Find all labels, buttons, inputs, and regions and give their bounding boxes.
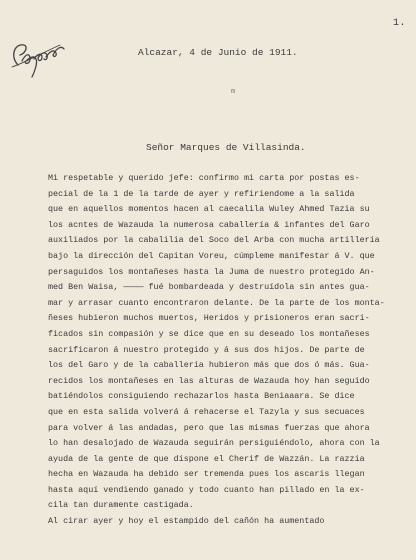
body-line: hasta aquí vendiendo ganado y todo cuanto han pillado en la ex- xyxy=(48,484,365,495)
letter-body xyxy=(48,171,410,530)
body-line: los del Garo y de la caballería hubieron más que dos ó más. Gua- xyxy=(48,360,370,371)
body-line: Mi respetable y querido jefe: confirmo mi carta por postas es- xyxy=(48,173,360,183)
body-line: pecial de la 1 de la tarde de ayer y refiriendome a la salida xyxy=(48,188,355,199)
body-line: sacrificaron á nuestro protegido y á sus dos hijos. De parte de xyxy=(48,344,365,355)
body-line: cila tan duramente castigada. xyxy=(48,500,194,511)
body-line: ayuda de la gente de que dispone el Cherif de Wazzán. La razzia xyxy=(48,453,365,464)
body-line: hecha en Wazauda ha debido ser tremenda pues los ascaris llegan xyxy=(48,469,365,480)
body-line: ficados sin compasión y se dice que en su deseado los montañeses xyxy=(48,328,370,339)
body-line: ñeses hubieron muchos muertos, Heridos y prisioneros eran sacri- xyxy=(48,313,370,324)
small-mark: m xyxy=(231,88,236,96)
salutation: Señor Marques de Villasinda. xyxy=(146,142,306,153)
body-line: mar y arrasar cuanto encontraron delante. De la parte de los monta- xyxy=(48,297,385,308)
body-line: med Ben Waisa, ———— fué bombardeada y destruídola sin antes gua- xyxy=(48,282,370,293)
body-line: Al cirar ayer y hoy el estampido del cañón ha aumentado xyxy=(48,516,325,527)
body-line: bajo la dirección del Capitan Voreu, cúmpleme manifestar á V. que xyxy=(48,250,375,261)
body-line: que en aquellos momentos hacen al caecalila Wuley Ahmed Tazia su xyxy=(48,204,370,215)
body-line: que en esta salida volverá á rehacerse el Tazyla y sus secuaces xyxy=(48,406,365,417)
date-line: Alcazar, 4 de Junio de 1911. xyxy=(138,47,298,58)
body-line: batiéndolos consiguiendo rechazarlos hasta Beniaaara. Se dice xyxy=(48,391,355,402)
body-line: recidos los montañeses en las alturas de Wazauda hoy han seguido xyxy=(48,375,370,386)
body-line: para volver á las andadas, pero que las mismas fuerzas que ahora xyxy=(48,422,370,433)
body-line: persaguidos los montañeses hasta la Juma de nuestro protegido An- xyxy=(48,266,375,277)
handwritten-signature-mark xyxy=(8,35,70,79)
page-number: 1. xyxy=(393,18,407,29)
body-line: los acntes de Wazauda la numerosa caballería & infantes del Garo xyxy=(48,219,370,230)
body-line: lo han desalojado de Wazauda seguirán persiguiéndolo, ahora con la xyxy=(48,438,380,449)
body-line: auxiliados por la cabalilia del Soco del Arba con mucha artillería xyxy=(48,235,380,246)
